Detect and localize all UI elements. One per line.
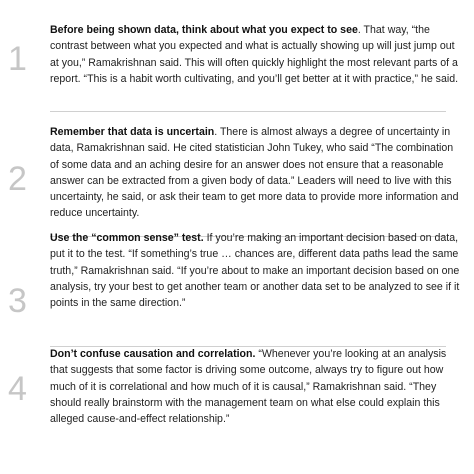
- tip-number: 1: [8, 40, 27, 78]
- tip-text: [50, 230, 464, 311]
- tip-body: If you’re making an important decision based on data, put it to the test. “If something’s true … chances are, different data paths lead the same truth,” Ramakrishnan said. “If you’re about to make an important decision based on one analysis, try your best to get another team or another data set to be analyzed to see if it points in the same direction.”: [50, 232, 460, 310]
- tip-body: . There is almost always a degree of uncertainty in data, Ramakrishnan said. He cited statistician John Tukey, who said “The combination of some data and an aching desire for an answer does not ensure that a reasonable answer can be extracted from a given body of data.” Leaders will need to live with this uncertainty, he said, or ask their team to get more data to provide more information and reduce uncertainty.: [50, 126, 459, 220]
- tip-text: [50, 346, 464, 427]
- tip-text: [50, 124, 464, 222]
- tip-heading: Before being shown data, think about what you expect to see: [50, 24, 358, 36]
- tip-heading: Remember that data is uncertain: [50, 126, 215, 138]
- tip-heading: Don’t confuse causation and correlation.: [50, 348, 256, 360]
- tip-number: 3: [8, 282, 27, 320]
- tip-number: 4: [8, 370, 27, 408]
- tip-number: 2: [8, 160, 27, 198]
- divider: [50, 111, 446, 112]
- tip-heading: Use the “common sense” test.: [50, 232, 204, 244]
- tip-body: . That way, “the contrast between what you expected and what is actually showing up will just jump out at you,” Ramakrishnan said. This will often quickly highlight the most relevant parts of a report. “This is a habit worth cultivating, and you’ll get better at it with practice,” he said.: [50, 24, 459, 85]
- tip-text: [50, 22, 464, 87]
- tip-body: “Whenever you’re looking at an analysis that suggests that some factor is driving some outcome, always try to figure out how much of it is correlational and how much of it is causal,” Ramakrishnan said. “They should really brainstorm with the management team on what else could explain this alleged cause-and-effect relationship.”: [50, 348, 447, 426]
